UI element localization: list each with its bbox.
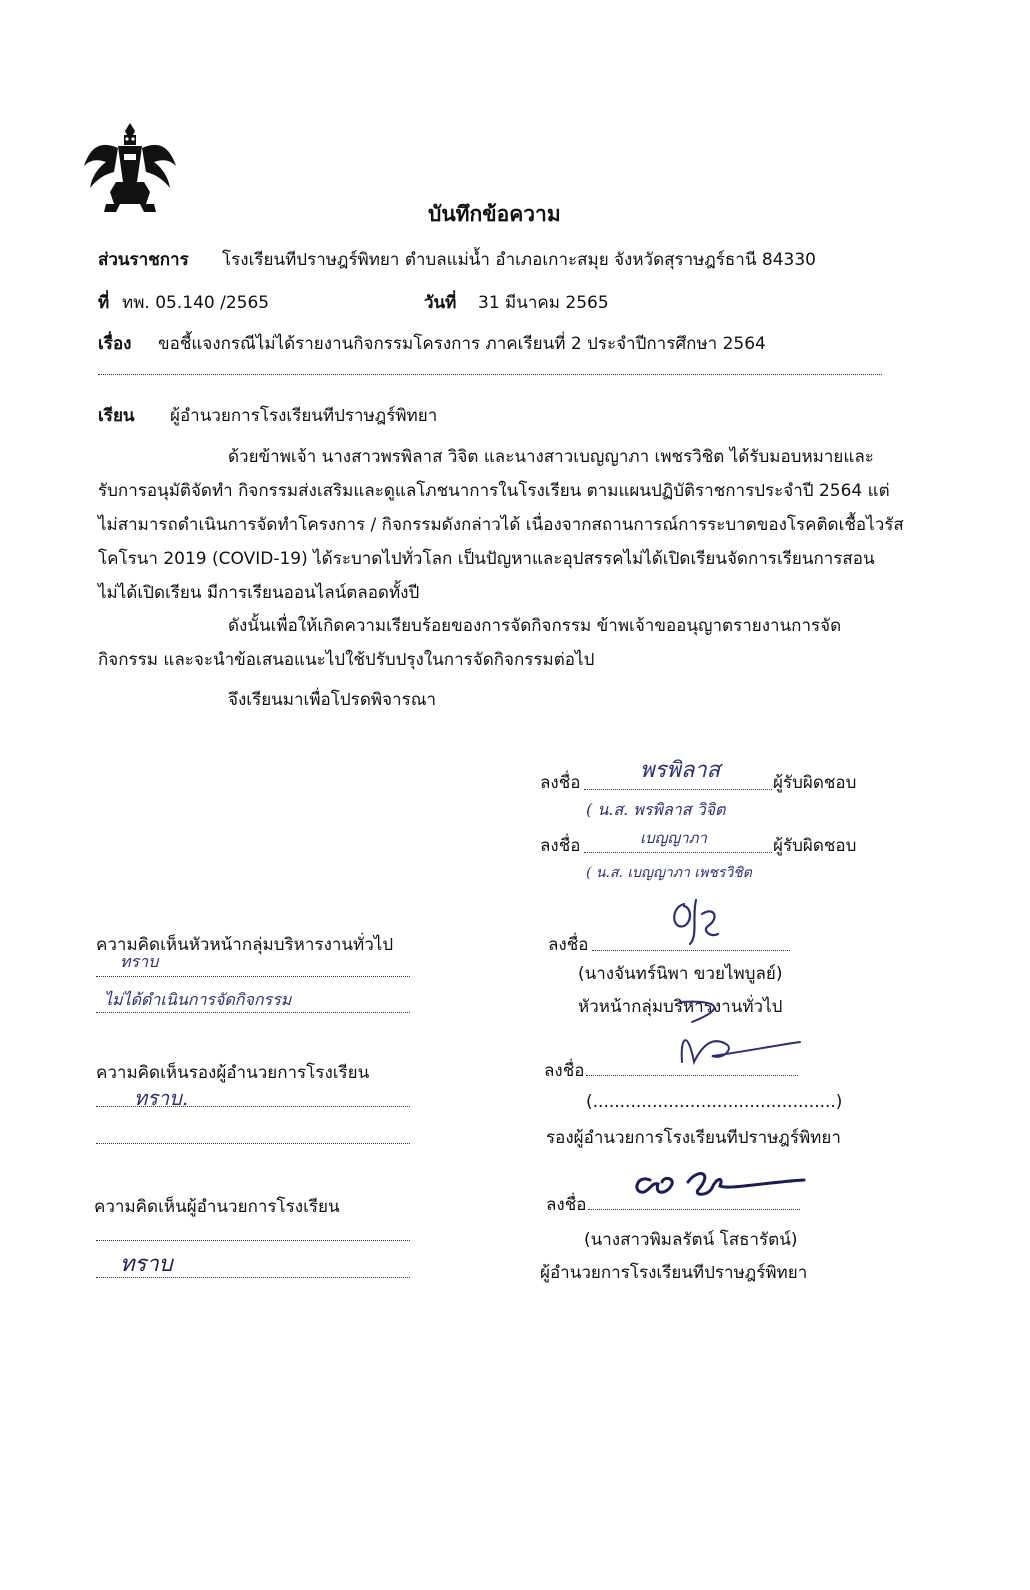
paragraph-2-line: ดังนั้นเพื่อให้เกิดความเรียบร้อยของการจัดกิจกรรม ข้าพเจ้าขออนุญาตรายงานการจัด [228,616,842,636]
responsible-1-name: ( น.ส. พรพิลาส วิจิต [586,800,726,819]
paragraph-2-line: กิจกรรม และจะนำข้อเสนอแนะไปใช้ปรับปรุงในการจัดกิจกรรมต่อไป [98,650,595,670]
sign-label: ลงชื่อ [540,773,581,793]
director-opinion-label: ความคิดเห็นผู้อำนวยการโรงเรียน [94,1197,340,1217]
head-position: หัวหน้ากลุ่มบริหารงานทั่วไป [578,997,783,1017]
deputy-opinion-handwriting: ทราบ. [134,1086,189,1110]
deputy-signature [672,996,804,1076]
ref-label: ที่ [98,293,110,313]
head-opinion-handwriting: ไม่ได้ดำเนินการจัดกิจกรรม [104,990,292,1009]
subject-divider [98,374,882,375]
to-value: ผู้อำนวยการโรงเรียนทีปราษฎร์พิทยา [170,406,438,426]
responsible-2-name: ( น.ส. เบญญาภา เพชรวิชิต [586,865,752,881]
responsible-label: ผู้รับผิดชอบ [773,773,857,793]
signature-line [592,950,790,951]
opinion-line [96,976,410,977]
sign-label: ลงชื่อ [548,935,589,955]
signature-line [584,789,772,790]
head-name: (นางจันทร์นิพา ขวยไพบูลย์) [578,964,783,984]
deputy-position: รองผู้อำนวยการโรงเรียนทีปราษฎร์พิทยา [546,1128,841,1148]
head-opinion-handwriting: ทราบ [120,952,159,971]
paragraph-1-line: ไม่ได้เปิดเรียน มีการเรียนออนไลน์ตลอดทั้งปี [98,583,420,603]
responsible-2-signature: เบญญาภา [640,829,707,847]
ref-value: ทพ. 05.140 /2565 [122,293,270,313]
sign-label: ลงชื่อ [546,1195,587,1215]
paragraph-1-line: ไม่สามารถดำเนินการจัดทำโครงการ / กิจกรรมดังกล่าวได้ เนื่องจากสถานการณ์การระบาดของโรคติดเชื้อไวรัส [98,515,904,535]
director-signature [628,1160,808,1206]
sign-label: ลงชื่อ [544,1061,585,1081]
garuda-emblem-icon [80,118,180,218]
to-label: เรียน [98,406,135,426]
responsible-label: ผู้รับผิดชอบ [773,836,857,856]
head-opinion-label: ความคิดเห็นหัวหน้ากลุ่มบริหารงานทั่วไป [96,935,394,955]
opinion-line [96,1143,410,1144]
subject-value: ขอชี้แจงกรณีไม่ได้รายงานกิจกรรมโครงการ ภาคเรียนที่ 2 ประจำปีการศึกษา 2564 [158,334,766,354]
date-label: วันที่ [424,293,457,313]
closing-line: จึงเรียนมาเพื่อโปรดพิจารณา [228,690,437,710]
paragraph-1-line: ด้วยข้าพเจ้า นางสาวพรพิลาส วิจิต และนางสาวเบญญาภา เพชรวิชิต ได้รับมอบหมายและ [228,447,874,467]
responsible-1-signature: พรพิลาส [640,758,721,783]
director-opinion-handwriting: ทราบ [120,1252,173,1277]
opinion-line [96,1240,410,1241]
signature-line [584,852,772,853]
paragraph-1-line: โคโรนา 2019 (COVID-19) ได้ระบาดไปทั่วโลก เป็นปัญหาและอุปสรรคไม่ได้เปิดเรียนจัดการเรียนการสอน [98,549,875,569]
agency-label: ส่วนราชการ [98,250,189,270]
head-signature [662,896,732,948]
director-position: ผู้อำนวยการโรงเรียนทีปราษฎร์พิทยา [540,1263,808,1283]
deputy-opinion-label: ความคิดเห็นรองผู้อำนวยการโรงเรียน [96,1063,370,1083]
agency-value: โรงเรียนทีปราษฎร์พิทยา ตำบลแม่น้ำ อำเภอเกาะสมุย จังหวัดสุราษฎร์ธานี 84330 [222,250,816,270]
sign-label: ลงชื่อ [540,836,581,856]
memo-title: บันทึกข้อความ [428,202,561,226]
subject-label: เรื่อง [98,334,132,354]
paragraph-1-line: รับการอนุมัติจัดทำ กิจกรรมส่งเสริมและดูแลโภชนาการในโรงเรียน ตามแผนปฏิบัติราชการประจำปี 2564 แต่ [98,481,890,501]
signature-line [588,1209,800,1210]
director-name: (นางสาวพิมลรัตน์ โสธารัตน์) [584,1230,798,1250]
deputy-name-blank: (.............................................) [586,1092,843,1112]
date-value: 31 มีนาคม 2565 [478,293,609,313]
